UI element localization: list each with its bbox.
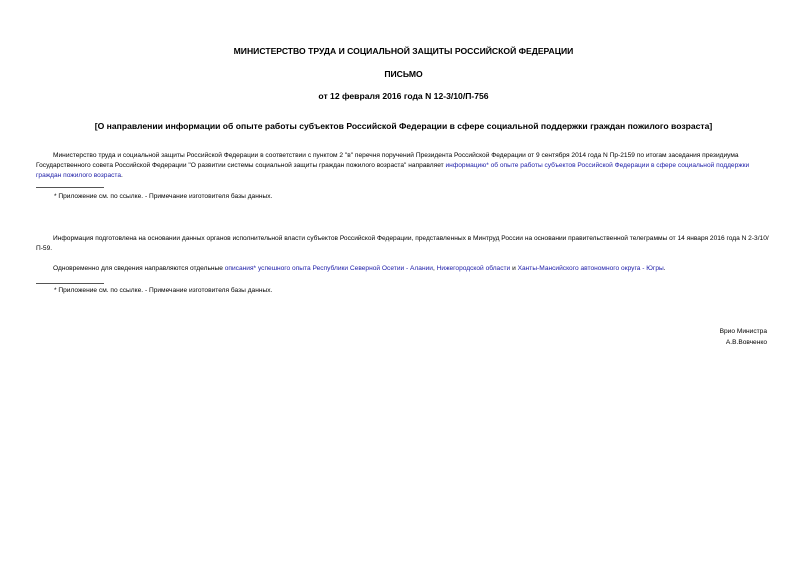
paragraph-3-text: Одновременно для сведения направляются отдельные (53, 265, 225, 272)
footnote-separator-2 (36, 283, 104, 284)
paragraph-3-separator-2: и (510, 265, 518, 272)
document-type-heading: ПИСЬМО (384, 69, 423, 79)
paragraph-3-end: . (663, 265, 666, 272)
footnote-separator-1 (36, 187, 104, 188)
paragraph-3-separator-1: , (432, 265, 437, 272)
paragraph-1 (36, 151, 776, 181)
nizhny-novgorod-link[interactable]: Нижегородской области (436, 265, 511, 272)
paragraph-1-text: Министерство труда и социальной защиты Российской Федерации в соответствии с пунктом 2 "в" перечня поручений Президента Российской Федерации от 9 сентября 2014 года N Пр-2159 по итогам заседания президиума Государственного совета Российской Федерации "О развитии системы социальной защиты граждан пожилого возраста" направляет (36, 152, 739, 169)
paragraph-2: Информация подготовлена на основании данных органов исполнительной власти субъектов Российской Федерации, представленных в Минтруд России на основании правительственной телеграммы от 14 января 2016 года N 2-3/10/П-59. (36, 235, 769, 252)
footnote-2: * Приложение см. по ссылке. - Примечание изготовителя базы данных. (54, 287, 273, 294)
paragraph-1-end: . (121, 172, 123, 179)
ministry-heading: МИНИСТЕРСТВО ТРУДА И СОЦИАЛЬНОЙ ЗАЩИТЫ РОССИЙСКОЙ ФЕДЕРАЦИИ (233, 46, 574, 56)
footnote-1: * Приложение см. по ссылке. - Примечание изготовителя базы данных. (54, 193, 273, 200)
paragraph-3 (36, 264, 776, 274)
signatory-title: Врио Министра (719, 328, 767, 335)
information-link[interactable]: информацию* об опыте работы субъектов Российской Федерации в сфере социальной поддержки граждан пожилого возраста (36, 162, 750, 179)
document-subject: [О направлении информации об опыте работы субъектов Российской Федерации в сфере социальной поддержки граждан пожилого возраста] (94, 121, 713, 131)
north-ossetia-description-link[interactable]: описания* успешного опыта Республики Северной Осетии - Алании (224, 265, 433, 272)
khanty-mansiysk-link[interactable]: Ханты-Мансийского автономного округа - Югры (517, 265, 664, 272)
signatory-name: А.В.Вовченко (725, 339, 767, 346)
document-date-number: от 12 февраля 2016 года N 12-3/10/П-756 (318, 91, 489, 101)
